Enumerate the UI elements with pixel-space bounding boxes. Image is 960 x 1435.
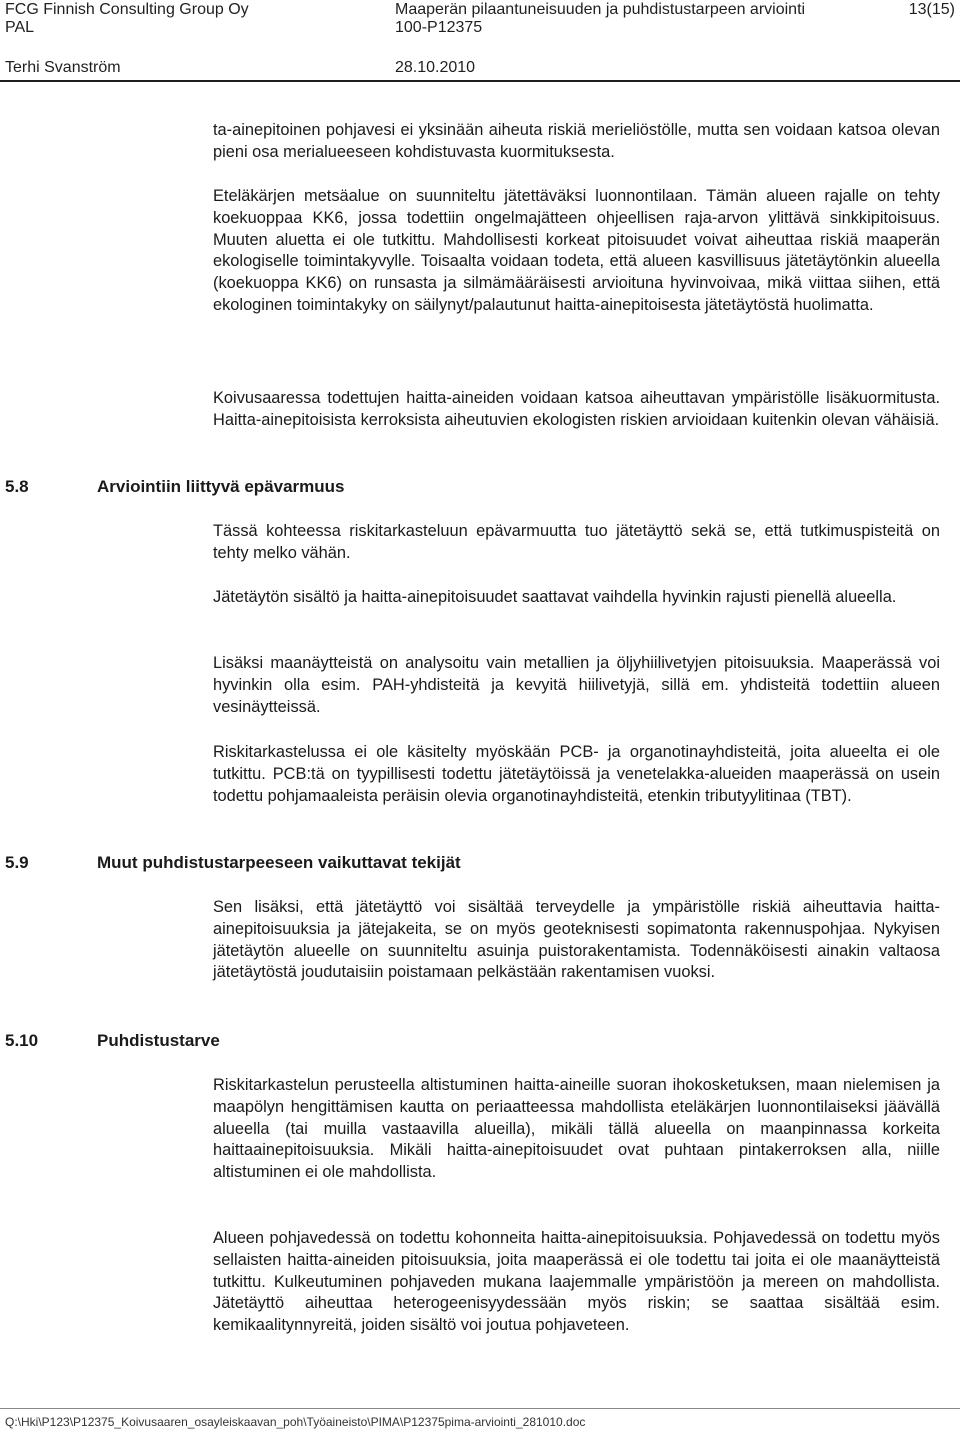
paragraph-text: Riskitarkastelussa ei ole käsitelty myöskään PCB- ja organotinayhdisteitä, joita alueelta ei ole tutkittu. PCB:tä on tyypillisesti todettu jätetäytöissä ja venetelakka-alueiden maaperässä on usein todettu pohjamaaleista peräisin olevia organotinayhdisteitä, etenkin tributyylitinaa (TBT). — [213, 743, 940, 805]
paragraph-text: Sen lisäksi, että jätetäyttö voi sisältää terveydelle ja ympäristölle riskiä aiheuttavia haitta-ainepitoisuuksia ja jätejakeita, se on myös geoteknisesti sopimatonta rakennuspohjaa. Nykyisen jätetäytön alueelle on suunniteltu asuinja puistorakentamista. Todennäköisesti ainakin valtaosa jätetäytöstä joudutaisiin poistamaan pelkästään rakentamisen vuoksi. — [213, 898, 940, 982]
paragraph-text: Riskitarkastelun perusteella altistuminen haitta-aineille suoran ihokosketuksen, maan nielemisen ja maapölyn hengittämisen kautta on periaatteessa mahdollista eteläkärjen luonnontilaiseksi jäävällä alueella (tai muilla vastaavilla alueilla), mikäli tällä alueella on maanpinnassa korkeita haittaainepitoisuuksia. Mikäli haitta-ainepitoisuudet ovat puhtaan pintakerroksen alla, niille altistuminen ei ole mahdollista. — [213, 1076, 940, 1182]
paragraph — [213, 742, 940, 807]
paragraph-text: ta-ainepitoinen pohjavesi ei yksinään aiheuta riskiä merieliöstölle, mutta sen voidaan katsoa olevan pieni osa merialueeseen kohdistuvasta kuormituksesta. — [213, 121, 940, 161]
footer-rule — [0, 1408, 960, 1409]
section-heading-5-8 — [5, 476, 345, 498]
header-project-number: 100-P12375 — [395, 19, 483, 36]
header-author: Terhi Svanström — [5, 59, 121, 76]
paragraph — [213, 1075, 940, 1184]
section-number: 5.9 — [5, 853, 29, 872]
header-date: 28.10.2010 — [395, 59, 476, 76]
section-number: 5.10 — [5, 1031, 39, 1050]
section-heading-5-10 — [5, 1030, 220, 1052]
paragraph — [213, 587, 940, 609]
paragraph-text: Lisäksi maanäytteistä on analysoitu vain metallien ja öljyhiilivetyjen pitoisuuksia. Maaperässä voi hyvinkin olla esim. PAH-yhdisteitä ja kevyitä hiilivetyjä, sillä em. yhdisteitä todettiin alueen vesinäytteissä. — [213, 654, 940, 716]
section-title: Arviointiin liittyvä epävarmuus — [97, 477, 345, 496]
paragraph — [213, 653, 940, 718]
paragraph — [213, 388, 940, 432]
footer-file-path: Q:\Hki\P123\P12375_Koivusaaren_osayleiskaavan_poh\Työaineisto\PIMA\P12375pima-arviointi_281010.doc — [5, 1415, 586, 1429]
paragraph-text: Eteläkärjen metsäalue on suunniteltu jätettäväksi luonnontilaan. Tämän alueen rajalle on tehty koekuoppaa KK6, jossa todettiin ongelmajätteen ohjeellisen raja-arvon ylittävä sinkkipitoisuus. Muuten aluetta ei ole tutkittu. Mahdollisesti korkeat pitoisuudet voivat aiheuttaa riskiä maaperän ekologiselle toimintakyvylle. Toisaalta voidaan todeta, että alueen kasvillisuus jätetäytönkin alueella (koekuoppa KK6) on runsasta ja silmämääräisesti arvioituna hyvinvoivaa, mikä viittaa siihen, että ekologinen toimintakyky on säilynyt/palautunut haitta-ainepitoisesta jätetäytöstä huolimatta. — [213, 187, 940, 314]
paragraph — [213, 120, 940, 164]
paragraph-text: Koivusaaressa todettujen haitta-aineiden voidaan katsoa aiheuttavan ympäristölle lisäkuormitusta. Haitta-ainepitoisista kerroksista aiheutuvien ekologisten riskien arvioidaan kuitenkin olevan vähäisiä. — [213, 389, 940, 429]
paragraph — [213, 521, 940, 565]
page-header — [0, 0, 960, 80]
header-rule — [0, 80, 960, 82]
section-title: Puhdistustarve — [97, 1031, 220, 1050]
header-company: FCG Finnish Consulting Group Oy — [5, 1, 249, 18]
paragraph — [213, 897, 940, 984]
section-title: Muut puhdistustarpeeseen vaikuttavat tekijät — [97, 853, 461, 872]
paragraph-text: Tässä kohteessa riskitarkasteluun epävarmuutta tuo jätetäyttö sekä se, että tutkimuspisteitä on tehty melko vähän. — [213, 522, 940, 562]
paragraph-text: Jätetäytön sisältö ja haitta-ainepitoisuudet saattavat vaihdella hyvinkin rajusti pienellä alueella. — [213, 588, 897, 606]
paragraph — [213, 186, 940, 317]
header-document-title: Maaperän pilaantuneisuuden ja puhdistustarpeen arviointi — [395, 1, 806, 18]
paragraph — [213, 1228, 940, 1337]
section-heading-5-9 — [5, 852, 461, 874]
section-number: 5.8 — [5, 477, 29, 496]
paragraph-text: Alueen pohjavedessä on todettu kohonneita haitta-ainepitoisuuksia. Pohjavedessä on todettu myös sellaisten haitta-aineiden pitoisuuksia, joita maaperässä ei ole todettu tai joita ei ole maanäytteistä tutkittu. Kulkeutuminen pohjaveden mukana laajemmalle ympäristöön ja mereen on mahdollista. Jätetäyttö aiheuttaa heterogeenisyydessään myös riskin; se saattaa sisältää esim. kemikaalitynnyreitä, joiden sisältö voi joutua pohjaveteen. — [213, 1229, 940, 1335]
header-unit: PAL — [5, 19, 35, 36]
header-page-number: 13(15) — [908, 1, 955, 18]
